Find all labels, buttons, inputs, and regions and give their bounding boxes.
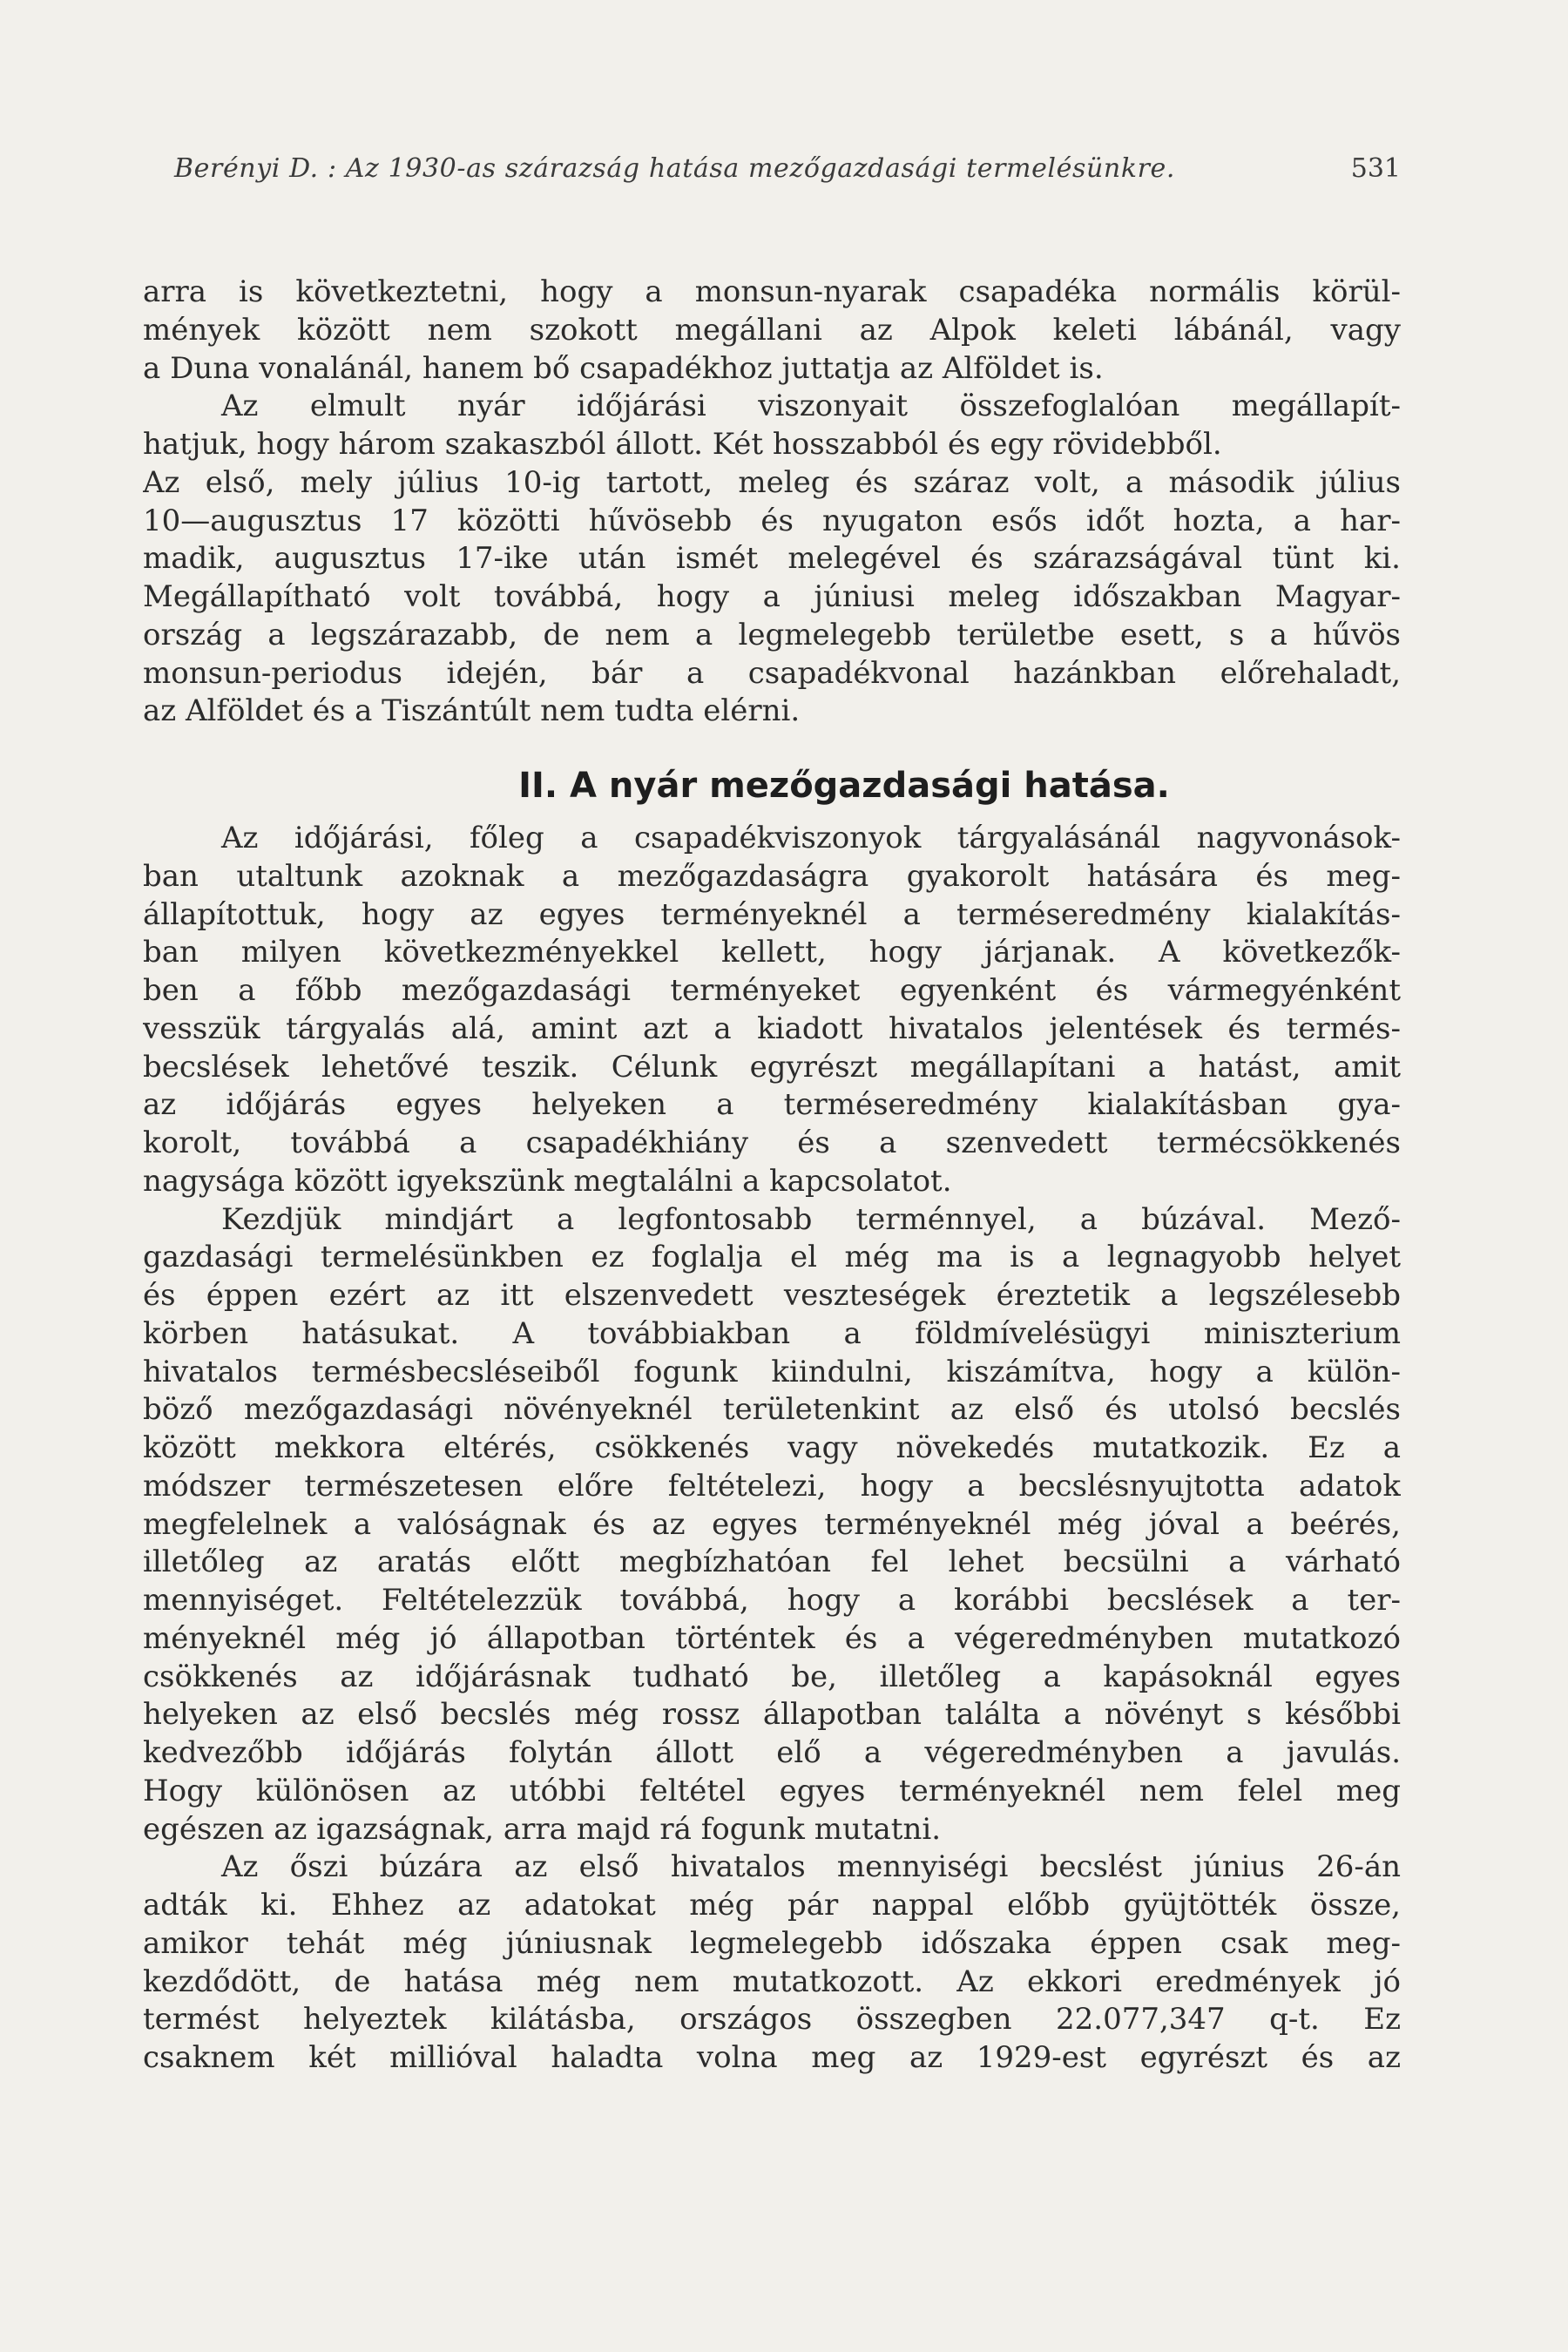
- text-line: vesszük tárgyalás alá, amint azt a kiadott hivatalos jelentések és termés-: [143, 1010, 1401, 1046]
- text-line: 10—augusztus 17 közötti hűvösebb és nyugaton esős időt hozta, a har-: [143, 503, 1401, 538]
- text-line: kedvezőbb időjárás folytán állott elő a végeredményben a javulás.: [143, 1735, 1401, 1770]
- text-line: amikor tehát még júniusnak legmelegebb időszaka éppen csak meg-: [143, 1925, 1401, 1961]
- text-line: helyeken az első becslés még rossz állapotban találta a növényt s későbbi: [143, 1697, 1401, 1733]
- text-line: gazdasági termelésünkben ez foglalja el még ma is a legnagyobb helyet: [143, 1240, 1401, 1275]
- body-text: [143, 274, 1401, 2078]
- text-line: Kezdjük mindjárt a legfontosabb terménnyel, a búzával. Mező-: [221, 1201, 1401, 1237]
- text-line: a Duna vonalánál, hanem bő csapadékhoz juttatja az Alföldet is.: [143, 350, 1104, 386]
- text-line: arra is következtetni, hogy a monsun-nyarak csapadéka normális körül-: [143, 274, 1401, 309]
- text-line: hivatalos termésbecsléseiből fogunk kiindulni, kiszámítva, hogy a külön-: [143, 1354, 1401, 1389]
- text-line: mennyiséget. Feltételezzük továbbá, hogy a korábbi becslések a ter-: [143, 1583, 1401, 1618]
- text-line: korolt, továbbá a csapadékhiány és a szenvedett termécsökkenés: [143, 1125, 1401, 1160]
- text-line: illetőleg az aratás előtt megbízhatóan fel lehet becsülni a várható: [143, 1544, 1401, 1580]
- text-line: Az első, mely július 10-ig tartott, meleg és száraz volt, a második július: [143, 464, 1401, 500]
- text-line: ban milyen következményekkel kellett, hogy járjanak. A következők-: [143, 935, 1401, 970]
- section-heading: II. A nyár mezőgazdasági hatása.: [518, 766, 1170, 806]
- text-line: és éppen ezért az itt elszenvedett veszteségek éreztetik a legszélesebb: [143, 1278, 1401, 1313]
- text-line: módszer természetesen előre feltételezi, hogy a becslésnyujtotta adatok: [143, 1468, 1401, 1504]
- text-line: ország a legszárazabb, de nem a legmelegebb területbe esett, s a hűvös: [143, 617, 1401, 652]
- text-line: ben a főbb mezőgazdasági terményeket egyenként és vármegyénként: [143, 973, 1401, 1008]
- text-line: között mekkora eltérés, csökkenés vagy növekedés mutatkozik. Ez a: [143, 1430, 1401, 1465]
- text-line: adták ki. Ehhez az adatokat még pár nappal előbb gyüjtötték össze,: [143, 1888, 1401, 1923]
- text-line: böző mezőgazdasági növényeknél területenkint az első és utolsó becslés: [143, 1392, 1401, 1428]
- text-line: kezdődött, de hatása még nem mutatkozott. Az ekkori eredmények jó: [143, 1963, 1401, 1999]
- page-number: 531: [1350, 153, 1401, 184]
- text-line: egészen az igazságnak, arra majd rá fogunk mutatni.: [143, 1811, 942, 1847]
- section-2-paragraphs: [143, 820, 1401, 2078]
- text-line: becslések lehetővé teszik. Célunk egyrészt megállapítani a hatást, amit: [143, 1049, 1401, 1085]
- text-line: mények között nem szokott megállani az Alpok keleti lábánál, vagy: [143, 312, 1401, 348]
- text-line: csaknem két millióval haladta volna meg az 1929-est egyrészt és az: [143, 2040, 1401, 2075]
- text-line: Az időjárási, főleg a csapadékviszonyok tárgyalásánál nagyvonások-: [221, 821, 1401, 855]
- text-line: állapítottuk, hogy az egyes terményeknél a terméseredmény kialakítás-: [143, 896, 1401, 932]
- text-line: az időjárás egyes helyeken a terméseredmény kialakításban gya-: [143, 1087, 1401, 1123]
- text-line: csökkenés az időjárásnak tudható be, illetőleg a kapásoknál egyes: [143, 1659, 1401, 1694]
- text-line: Megállapítható volt továbbá, hogy a júniusi meleg időszakban Magyar-: [143, 579, 1401, 614]
- section-1-paragraphs: [143, 274, 1401, 731]
- text-line: madik, augusztus 17-ike után ismét melegével és szárazságával tünt ki.: [143, 541, 1401, 577]
- text-line: Hogy különösen az utóbbi feltétel egyes terményeknél nem felel meg: [143, 1773, 1401, 1808]
- running-head-title: Berényi D. : Az 1930-as szárazság hatása mezőgazdasági termelésünkre.: [174, 153, 1176, 184]
- text-line: Az őszi búzára az első hivatalos mennyiségi becslést június 26-án: [221, 1849, 1401, 1885]
- text-line: termést helyeztek kilátásba, országos összegben 22.077,347 q-t. Ez: [143, 2002, 1401, 2038]
- text-line: ményeknél még jó állapotban történtek és a végeredményben mutatkozó: [143, 1620, 1401, 1656]
- text-line: monsun-periodus idején, bár a csapadékvonal hazánkban előrehaladt,: [143, 655, 1401, 691]
- text-line: ban utaltunk azoknak a mezőgazdaságra gyakorolt hatására és meg-: [143, 858, 1401, 894]
- text-line: Az elmult nyár időjárási viszonyait összefoglalóan megállapít-: [221, 389, 1401, 424]
- text-line: nagysága között igyekszünk megtalálni a kapcsolatot.: [143, 1163, 952, 1199]
- text-line: megfelelnek a valóságnak és az egyes terményeknél még jóval a beérés,: [143, 1506, 1401, 1542]
- text-line: körben hatásukat. A továbbiakban a földmívelésügyi miniszterium: [143, 1315, 1401, 1351]
- text-line: hatjuk, hogy három szakaszból állott. Két hosszabból és egy rövidebből.: [143, 427, 1222, 462]
- running-head: [174, 153, 1401, 192]
- text-line: az Alföldet és a Tiszántúlt nem tudta elérni.: [143, 693, 801, 729]
